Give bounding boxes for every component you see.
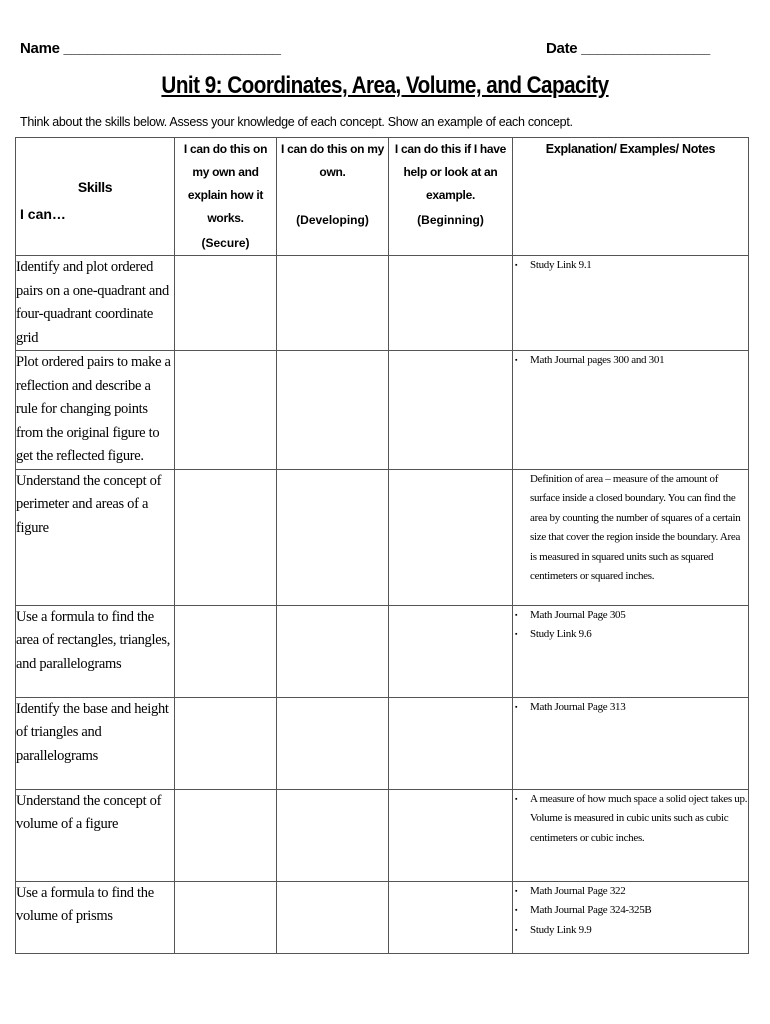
skill-cell: Understand the concept of perimeter and areas of a figure: [16, 469, 175, 605]
name-field-label: Name ___________________________: [20, 40, 281, 57]
notes-cell: [513, 469, 749, 605]
secure-checkbox-cell[interactable]: [175, 697, 277, 789]
notes-cell: [513, 789, 749, 881]
table-row: [16, 789, 749, 881]
list-item: ▪ Math Journal Page 324-325B: [513, 901, 748, 921]
beginning-checkbox-cell[interactable]: [389, 789, 513, 881]
instructions: Think about the skills below. Assess your knowledge of each concept. Show an example of each concept.: [20, 115, 573, 129]
skill-cell: Use a formula to find the volume of prisms: [16, 881, 175, 953]
notes-cell: [513, 605, 749, 697]
table-row: [16, 605, 749, 697]
beginning-checkbox-cell[interactable]: [389, 697, 513, 789]
beginning-checkbox-cell[interactable]: [389, 351, 513, 470]
notes-cell: [513, 881, 749, 953]
skill-cell: Identify the base and height of triangles and parallelograms: [16, 697, 175, 789]
list-item: ▪ Math Journal pages 300 and 301: [513, 351, 748, 371]
developing-description: I can do this on my own.: [281, 142, 384, 179]
beginning-checkbox-cell[interactable]: [389, 469, 513, 605]
notes-cell: [513, 351, 749, 470]
developing-tag: (Developing): [296, 213, 369, 227]
skills-label: Skills: [77, 179, 113, 195]
notes-column-header: Explanation/ Examples/ Notes: [513, 138, 749, 256]
beginning-checkbox-cell[interactable]: [389, 605, 513, 697]
skill-cell: Plot ordered pairs to make a reflection and describe a rule for changing points from the original figure to get the reflected figure.: [16, 351, 175, 470]
skill-cell: Understand the concept of volume of a figure: [16, 789, 175, 881]
skills-table: [15, 137, 749, 954]
list-item: ▪ Study Link 9.6: [513, 625, 748, 645]
list-item: ▪ Math Journal Page 305: [513, 606, 748, 626]
secure-checkbox-cell[interactable]: [175, 256, 277, 351]
secure-checkbox-cell[interactable]: [175, 881, 277, 953]
beginning-tag: (Beginning): [417, 213, 484, 227]
developing-checkbox-cell[interactable]: [277, 351, 389, 470]
notes-cell: [513, 256, 749, 351]
developing-checkbox-cell[interactable]: [277, 256, 389, 351]
list-item: ▪ Math Journal Page 313: [513, 698, 748, 718]
notes-cell: [513, 697, 749, 789]
secure-tag: (Secure): [201, 236, 250, 250]
beginning-checkbox-cell[interactable]: [389, 256, 513, 351]
i-can-label: I can…: [20, 206, 66, 222]
secure-checkbox-cell[interactable]: [175, 351, 277, 470]
table-header-row: [16, 138, 749, 256]
table-row: [16, 469, 749, 605]
secure-checkbox-cell[interactable]: [175, 469, 277, 605]
secure-checkbox-cell[interactable]: [175, 605, 277, 697]
developing-checkbox-cell[interactable]: [277, 469, 389, 605]
list-item: ▪ Study Link 9.1: [513, 256, 748, 276]
skills-column-header: [16, 138, 175, 256]
date-field-label: Date ________________: [546, 40, 710, 57]
table-row: [16, 881, 749, 953]
beginning-checkbox-cell[interactable]: [389, 881, 513, 953]
secure-description: I can do this on my own and explain how it works.: [183, 142, 268, 225]
secure-checkbox-cell[interactable]: [175, 789, 277, 881]
table-row: [16, 256, 749, 351]
list-item: ▪ Study Link 9.9: [513, 921, 748, 941]
developing-checkbox-cell[interactable]: [277, 605, 389, 697]
table-row: [16, 351, 749, 470]
developing-column-header: [277, 138, 389, 256]
developing-checkbox-cell[interactable]: [277, 697, 389, 789]
table-row: [16, 697, 749, 789]
beginning-column-header: [389, 138, 513, 256]
page-title: Unit 9: Coordinates, Area, Volume, and Capacity: [161, 72, 609, 99]
secure-column-header: [175, 138, 277, 256]
skill-cell: Use a formula to find the area of rectangles, triangles, and parallelograms: [16, 605, 175, 697]
list-item: ▪ A measure of how much space a solid oject takes up. Volume is measured in cubic units such as cubic centimeters or cubic inches.: [513, 790, 748, 849]
developing-checkbox-cell[interactable]: [277, 881, 389, 953]
skill-cell: Identify and plot ordered pairs on a one-quadrant and four-quadrant coordinate grid: [16, 256, 175, 351]
beginning-description: I can do this if I have help or look at an example.: [394, 142, 507, 202]
developing-checkbox-cell[interactable]: [277, 789, 389, 881]
list-item: ▪ Math Journal Page 322: [513, 882, 748, 902]
area-definition: Definition of area – measure of the amount of surface inside a closed boundary. You can find the area by counting the number of squares of a certain size that cover the region inside the boundary. Area is measured in squared units such as squared centimeters or squared inches.: [530, 472, 741, 582]
